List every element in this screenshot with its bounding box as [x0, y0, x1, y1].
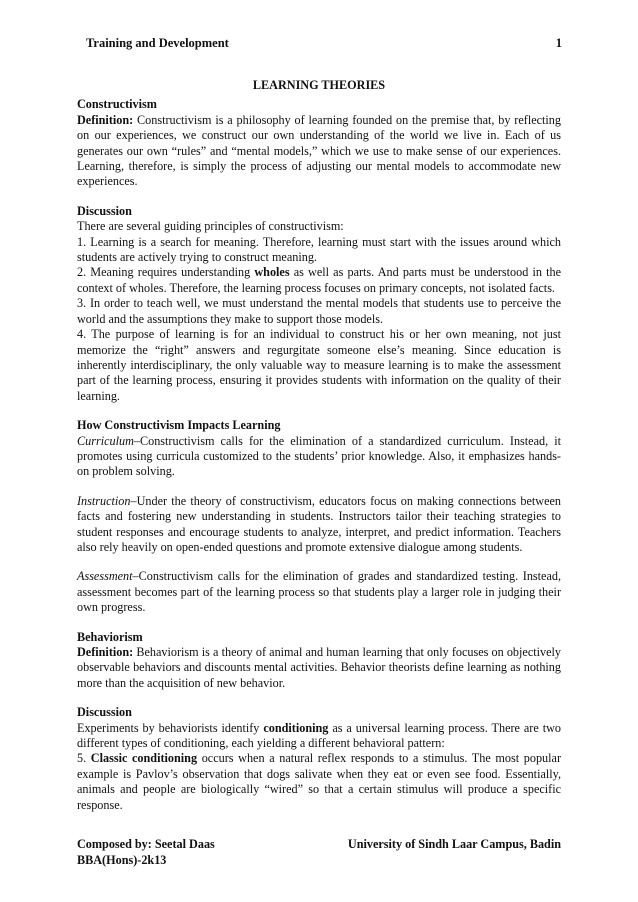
wholes-term: wholes: [254, 265, 290, 280]
impacts-heading: How Constructivism Impacts Learning: [77, 418, 281, 433]
instruction-label: Instruction: [77, 493, 131, 508]
conditioning-paragraph: Experiments by behaviorists identify conditioning as a universal learning process. There are two different types of conditioning, each yielding a different behavioral pattern:: [77, 720, 561, 751]
document-title: LEARNING THEORIES: [252, 78, 386, 92]
assessment-label: Assessment: [77, 569, 133, 584]
header-title: Training and Development: [86, 36, 229, 50]
footer-institution: University of Sindh Laar Campus, Badin: [347, 837, 561, 851]
page-footer: [77, 836, 561, 868]
constructivism-definition: [77, 113, 561, 190]
curriculum-label: Curriculum: [77, 433, 134, 448]
behaviorism-definition: Definition: Behaviorism is a theory of animal and human learning that only focuses on objectively observable behaviors and discounts mental activities. Behavior theorists define learning as nothing more than the acquisition of new behavior.: [77, 645, 561, 690]
principle-2: 2. Meaning requires understanding wholes as well as parts. And parts must be understood in the context of wholes. Therefore, the learning process focuses on primary concepts, not isolated facts.: [77, 265, 562, 295]
definition-label: Definition:: [77, 645, 134, 659]
instruction-paragraph: Instruction–Under the theory of constructivism, educators focus on making connections between facts and fostering new understanding in students. Instructors tailor their teaching strategies to student responses and encourage students to analyze, interpret, and predict information. Teachers also rely heavily on open-ended questions and promote extensive dialogue among students.: [77, 493, 561, 554]
classic-conditioning-paragraph: 5. Classic conditioning occurs when a natural reflex responds to a stimulus. The most popular example is Pavlov’s observation that dogs salivate when they eat or even see food. Essentially, animals and people are biologically “wired” so that a certain stimulus will produce a specific response.: [77, 751, 561, 812]
footer-author: Composed by: Seetal Daas: [77, 837, 215, 851]
page-number: 1: [555, 36, 562, 50]
document-body: [77, 78, 561, 813]
principle-1: 1. Learning is a search for meaning. Therefore, learning must start with the issues around which students are actively trying to construct meaning.: [77, 234, 561, 265]
conditioning-term: conditioning: [263, 720, 329, 735]
definition-text: Constructivism is a philosophy of learning founded on the premise that, by reflecting on our experiences, we construct our own understanding of the world we live in. Each of us generates our own “rules” and “mental models,” which we use to make sense of our experiences. Learning, therefore, is simply the process of adjusting our mental models to accommodate new experiences.: [77, 112, 561, 189]
principle-4: 4. The purpose of learning is for an individual to construct his or her own meaning, not just memorize the “right” answers and regurgitate someone else’s meaning. Since education is inherently interdisciplinary, the only valuable way to measure learning is to make the assessment part of the learning process, ensuring it provides students with information on the quality of their learning.: [77, 327, 561, 403]
principle-3: 3. In order to teach well, we must understand the mental models that students use to perceive the world and the assumptions they make to support those models.: [77, 296, 561, 326]
footer-class: BBA(Hons)-2k13: [77, 853, 167, 867]
assessment-paragraph: Assessment–Constructivism calls for the elimination of grades and standardized testing. Instead, assessment becomes part of the learning process so that students play a larger role in judging their own progress.: [77, 569, 561, 615]
constructivism-heading: Constructivism: [77, 97, 157, 112]
discussion-heading: Discussion: [77, 203, 132, 218]
definition-label: Definition:: [77, 112, 134, 127]
discussion-heading: Discussion: [77, 705, 132, 720]
classic-conditioning-term: Classic conditioning: [90, 751, 198, 766]
behaviorism-heading: Behaviorism: [77, 629, 143, 644]
discussion-intro: There are several guiding principles of constructivism:: [77, 219, 344, 234]
page-header: [86, 36, 562, 51]
curriculum-paragraph: Curriculum–Constructivism calls for the elimination of a standardized curriculum. Instead, it promotes using curricula customized to the students’ prior knowledge. Also, it emphasizes hands-on problem solving.: [77, 433, 561, 479]
